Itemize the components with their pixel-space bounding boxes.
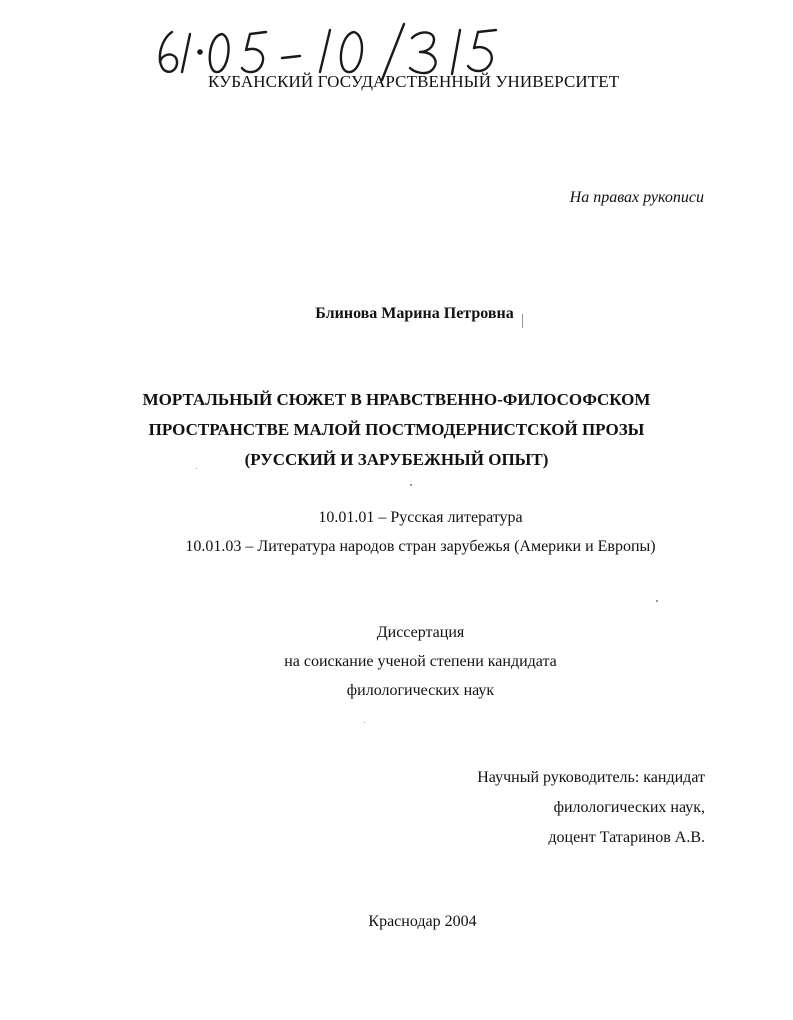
scan-speck: [522, 314, 523, 328]
scan-speck: [196, 468, 197, 469]
author-name: Блинова Марина Петровна: [315, 305, 514, 322]
dissertation-line-2: на соискание ученой степени кандидата: [284, 653, 557, 670]
rights-note: На правах рукописи: [569, 189, 704, 206]
city-year: Краснодар 2004: [368, 913, 477, 930]
dissertation-line-1: Диссертация: [376, 624, 465, 641]
scan-speck: [656, 600, 658, 602]
supervisor-line-1: Научный руководитель: кандидат: [477, 769, 705, 786]
specialty-1: 10.01.01 – Русская литература: [318, 509, 523, 526]
title-line-1: МОРТАЛЬНЫЙ СЮЖЕТ В НРАВСТВЕННО-ФИЛОСОФСКОМ: [142, 390, 651, 409]
supervisor-line-2: филологических наук,: [553, 799, 705, 816]
scan-speck: [410, 484, 412, 486]
scan-speck: [364, 722, 365, 723]
supervisor-line-3: доцент Татаринов А.В.: [548, 829, 705, 846]
dissertation-line-3: филологических наук: [346, 682, 495, 699]
university-name: КУБАНСКИЙ ГОСУДАРСТВЕННЫЙ УНИВЕРСИТЕТ: [208, 72, 620, 91]
specialty-2: 10.01.03 – Литература народов стран зарубежья (Америки и Европы): [185, 538, 656, 555]
title-line-2: ПРОСТРАНСТВЕ МАЛОЙ ПОСТМОДЕРНИСТСКОЙ ПРОЗЫ: [148, 420, 645, 439]
title-line-3: (РУССКИЙ И ЗАРУБЕЖНЫЙ ОПЫТ): [244, 450, 549, 469]
